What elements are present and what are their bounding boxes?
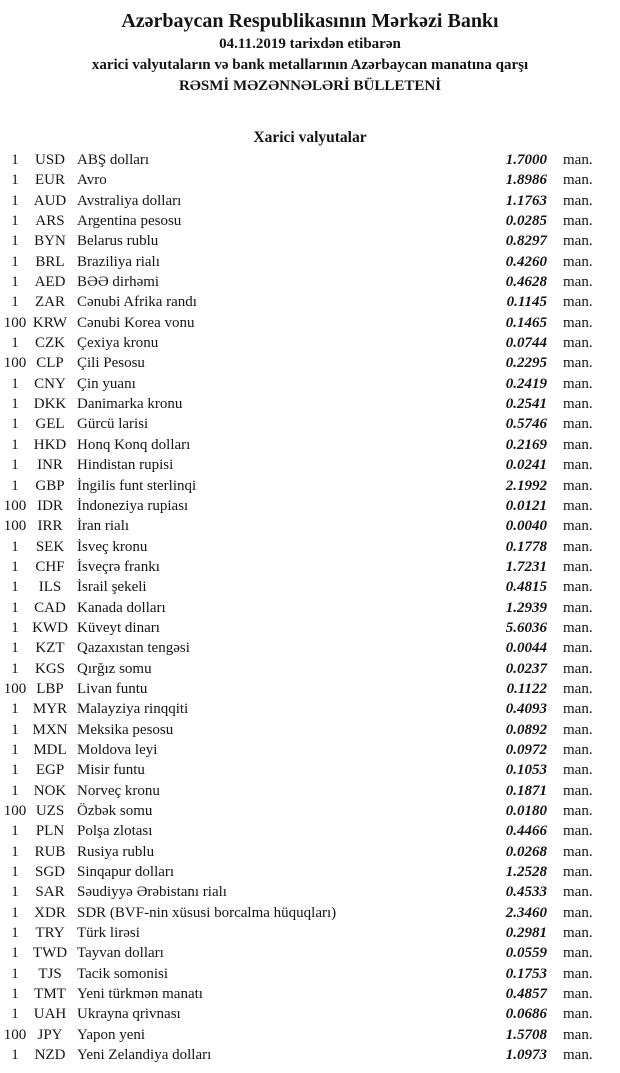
unit-cell: man. bbox=[563, 213, 593, 230]
currency-code-cell: EGP bbox=[35, 762, 65, 779]
unit-cell: man. bbox=[563, 803, 593, 819]
table-row bbox=[0, 943, 620, 963]
currency-code-cell: CNY bbox=[34, 375, 66, 392]
quantity-cell: 1 bbox=[11, 1047, 19, 1064]
rate-value-cell: 0.0285 bbox=[505, 213, 547, 230]
rate-value-cell: 0.8297 bbox=[505, 233, 547, 250]
rates-table bbox=[0, 150, 620, 1065]
currency-code-cell: NOK bbox=[33, 782, 67, 799]
currency-code-cell: IRR bbox=[37, 518, 63, 535]
table-row bbox=[0, 435, 620, 455]
table-row bbox=[0, 781, 620, 801]
currency-name-cell: Qırğız somu bbox=[77, 660, 152, 677]
table-row bbox=[0, 882, 620, 902]
rate-value-cell: 0.0241 bbox=[505, 457, 547, 474]
quantity-cell: 1 bbox=[11, 986, 19, 1003]
quantity-cell: 1 bbox=[11, 335, 19, 352]
currency-code-cell: TWD bbox=[32, 945, 68, 962]
table-row bbox=[0, 659, 620, 679]
table-row bbox=[0, 862, 620, 882]
currency-code-cell: KZT bbox=[35, 640, 65, 657]
currency-code-cell: CZK bbox=[35, 335, 65, 352]
quantity-cell: 100 bbox=[3, 518, 27, 535]
quantity-cell: 1 bbox=[11, 579, 19, 596]
currency-code-cell: TRY bbox=[35, 925, 65, 942]
rate-value-cell: 0.2541 bbox=[505, 396, 547, 413]
quantity-cell: 100 bbox=[3, 497, 27, 514]
table-row bbox=[0, 414, 620, 434]
currency-code-cell: JPY bbox=[37, 1026, 63, 1043]
currency-code-cell: SAR bbox=[35, 884, 65, 901]
quantity-cell: 100 bbox=[3, 355, 27, 372]
table-row bbox=[0, 577, 620, 597]
rate-value-cell: 2.3460 bbox=[505, 904, 547, 921]
table-row bbox=[0, 272, 620, 292]
unit-cell: man. bbox=[563, 518, 593, 535]
currency-name-cell: Malayziya rinqqiti bbox=[77, 701, 189, 718]
currency-name-cell: Türk lirəsi bbox=[77, 925, 140, 942]
currency-code-cell: PLN bbox=[35, 823, 65, 840]
table-row bbox=[0, 496, 620, 516]
currency-code-cell: CLP bbox=[36, 355, 64, 372]
unit-cell: man. bbox=[563, 375, 593, 392]
currency-code-cell: MDL bbox=[33, 741, 67, 758]
currency-code-cell: CHF bbox=[35, 558, 65, 575]
currency-code-cell: EUR bbox=[35, 172, 65, 189]
currency-code-cell: DKK bbox=[33, 396, 67, 413]
currency-name-cell: Yapon yeni bbox=[77, 1026, 146, 1043]
unit-cell: man. bbox=[563, 152, 593, 168]
currency-name-cell: Sinqapur dolları bbox=[77, 864, 175, 881]
quantity-cell: 1 bbox=[11, 843, 19, 860]
currency-code-cell: SGD bbox=[34, 864, 65, 881]
currency-code-cell: TJS bbox=[38, 965, 62, 982]
rate-value-cell: 0.0559 bbox=[505, 945, 547, 962]
table-row bbox=[0, 150, 620, 170]
quantity-cell: 1 bbox=[11, 457, 19, 474]
currency-name-cell: Danimarka kronu bbox=[77, 396, 183, 413]
unit-cell: man. bbox=[563, 904, 593, 921]
rate-value-cell: 0.1145 bbox=[506, 294, 547, 311]
quantity-cell: 1 bbox=[11, 1006, 19, 1023]
unit-cell: man. bbox=[563, 335, 593, 352]
rate-value-cell: 0.0972 bbox=[505, 741, 547, 758]
currency-code-cell: USD bbox=[34, 152, 65, 168]
unit-cell: man. bbox=[563, 599, 593, 616]
currency-name-cell: İsveçrə frankı bbox=[77, 558, 160, 575]
quantity-cell: 1 bbox=[11, 925, 19, 942]
currency-code-cell: KRW bbox=[32, 314, 68, 331]
table-row bbox=[0, 638, 620, 658]
unit-cell: man. bbox=[563, 457, 593, 474]
rate-value-cell: 1.7231 bbox=[505, 558, 547, 575]
currency-code-cell: MYR bbox=[32, 701, 68, 718]
bulletin-header bbox=[0, 0, 620, 97]
currency-name-cell: Tayvan dolları bbox=[77, 945, 164, 962]
currency-code-cell: GBP bbox=[35, 477, 65, 494]
table-row bbox=[0, 374, 620, 394]
rate-value-cell: 0.4260 bbox=[505, 253, 547, 270]
quantity-cell: 100 bbox=[3, 1026, 27, 1043]
currency-code-cell: UAH bbox=[33, 1006, 67, 1023]
quantity-cell: 1 bbox=[11, 538, 19, 555]
table-row bbox=[0, 984, 620, 1004]
rate-value-cell: 5.6036 bbox=[505, 619, 547, 636]
quantity-cell: 100 bbox=[3, 803, 27, 819]
unit-cell: man. bbox=[563, 965, 593, 982]
table-row bbox=[0, 821, 620, 841]
quantity-cell: 1 bbox=[11, 375, 19, 392]
currency-code-cell: ILS bbox=[38, 579, 62, 596]
rate-value-cell: 1.2939 bbox=[505, 599, 547, 616]
rate-value-cell: 0.0892 bbox=[505, 721, 547, 738]
rate-value-cell: 0.1122 bbox=[506, 680, 547, 697]
quantity-cell: 1 bbox=[11, 233, 19, 250]
rate-value-cell: 0.1465 bbox=[505, 314, 547, 331]
currency-name-cell: Küveyt dinarı bbox=[77, 619, 160, 636]
currency-code-cell: KGS bbox=[34, 660, 65, 677]
unit-cell: man. bbox=[563, 355, 593, 372]
quantity-cell: 1 bbox=[11, 294, 19, 311]
rate-value-cell: 0.4628 bbox=[505, 274, 547, 291]
table-row bbox=[0, 740, 620, 760]
currency-name-cell: Qazaxıstan tengəsi bbox=[77, 640, 190, 657]
currency-code-cell: IDR bbox=[37, 497, 63, 514]
quantity-cell: 1 bbox=[11, 660, 19, 677]
currency-name-cell: Çili Pesosu bbox=[77, 355, 145, 372]
currency-code-cell: CAD bbox=[34, 599, 66, 616]
currency-name-cell: Cənubi Korea vonu bbox=[77, 314, 195, 331]
table-row bbox=[0, 252, 620, 272]
currency-name-cell: Ukrayna qrivnası bbox=[77, 1006, 181, 1023]
unit-cell: man. bbox=[563, 619, 593, 636]
table-row bbox=[0, 455, 620, 475]
rate-value-cell: 2.1992 bbox=[505, 477, 547, 494]
unit-cell: man. bbox=[563, 436, 593, 453]
bulletin-title-line: RƏSMİ MƏZƏNNƏLƏRİ BÜLLETENİ bbox=[178, 78, 442, 94]
table-row bbox=[0, 679, 620, 699]
table-row bbox=[0, 211, 620, 231]
unit-cell: man. bbox=[563, 314, 593, 331]
currency-code-cell: AUD bbox=[33, 192, 67, 209]
page-title: Azərbaycan Respublikasının Mərkəzi Bankı bbox=[121, 10, 499, 32]
quantity-cell: 1 bbox=[11, 558, 19, 575]
table-row bbox=[0, 964, 620, 984]
currency-name-cell: Misir funtu bbox=[77, 762, 145, 779]
unit-cell: man. bbox=[563, 864, 593, 881]
table-row bbox=[0, 1025, 620, 1045]
quantity-cell: 1 bbox=[11, 152, 19, 168]
rate-value-cell: 0.2169 bbox=[505, 436, 547, 453]
rate-value-cell: 0.0268 bbox=[505, 843, 547, 860]
unit-cell: man. bbox=[563, 680, 593, 697]
currency-name-cell: İsveç kronu bbox=[77, 538, 148, 555]
table-row bbox=[0, 720, 620, 740]
rate-value-cell: 1.2528 bbox=[505, 864, 547, 881]
unit-cell: man. bbox=[563, 416, 593, 433]
quantity-cell: 1 bbox=[11, 416, 19, 433]
currency-code-cell: TMT bbox=[34, 986, 66, 1003]
unit-cell: man. bbox=[563, 823, 593, 840]
currency-name-cell: Polşa zlotası bbox=[77, 823, 153, 840]
currency-name-cell: İran rialı bbox=[77, 518, 130, 535]
quantity-cell: 1 bbox=[11, 436, 19, 453]
currency-name-cell: Norveç kronu bbox=[77, 782, 160, 799]
rate-value-cell: 0.0744 bbox=[505, 335, 547, 352]
currency-name-cell: İndoneziya rupiası bbox=[77, 497, 189, 514]
table-row bbox=[0, 801, 620, 821]
rate-value-cell: 0.0237 bbox=[505, 660, 547, 677]
rate-value-cell: 1.8986 bbox=[505, 172, 547, 189]
table-row bbox=[0, 333, 620, 353]
quantity-cell: 1 bbox=[11, 741, 19, 758]
table-row bbox=[0, 191, 620, 211]
unit-cell: man. bbox=[563, 721, 593, 738]
currency-code-cell: BRL bbox=[35, 253, 65, 270]
currency-name-cell: BƏƏ dirhəmi bbox=[77, 274, 160, 291]
table-row bbox=[0, 170, 620, 190]
quantity-cell: 1 bbox=[11, 864, 19, 881]
table-row bbox=[0, 1004, 620, 1024]
unit-cell: man. bbox=[563, 192, 593, 209]
quantity-cell: 1 bbox=[11, 782, 19, 799]
table-row bbox=[0, 598, 620, 618]
unit-cell: man. bbox=[563, 233, 593, 250]
quantity-cell: 1 bbox=[11, 640, 19, 657]
currency-code-cell: BYN bbox=[34, 233, 66, 250]
table-row bbox=[0, 903, 620, 923]
currency-code-cell: LBP bbox=[36, 680, 64, 697]
unit-cell: man. bbox=[563, 172, 593, 189]
unit-cell: man. bbox=[563, 538, 593, 555]
rate-value-cell: 1.7000 bbox=[505, 152, 547, 168]
unit-cell: man. bbox=[563, 843, 593, 860]
scope-line: xarici valyutaların və bank metallarının Azərbaycan manatına qarşı bbox=[91, 57, 529, 73]
table-row bbox=[0, 842, 620, 862]
rate-value-cell: 1.0973 bbox=[505, 1047, 547, 1064]
unit-cell: man. bbox=[563, 1026, 593, 1043]
quantity-cell: 1 bbox=[11, 619, 19, 636]
table-row bbox=[0, 760, 620, 780]
rate-value-cell: 0.1053 bbox=[505, 762, 547, 779]
currency-code-cell: ZAR bbox=[35, 294, 65, 311]
currency-code-cell: MXN bbox=[32, 721, 68, 738]
unit-cell: man. bbox=[563, 253, 593, 270]
quantity-cell: 1 bbox=[11, 965, 19, 982]
currency-name-cell: Argentina pesosu bbox=[77, 213, 182, 230]
currency-name-cell: Yeni Zelandiya dolları bbox=[77, 1047, 212, 1064]
unit-cell: man. bbox=[563, 782, 593, 799]
quantity-cell: 1 bbox=[11, 477, 19, 494]
unit-cell: man. bbox=[563, 558, 593, 575]
unit-cell: man. bbox=[563, 741, 593, 758]
currency-name-cell: Hindistan rupisi bbox=[77, 457, 174, 474]
quantity-cell: 1 bbox=[11, 721, 19, 738]
currency-name-cell: Cənubi Afrika randı bbox=[77, 294, 197, 311]
currency-name-cell: Çexiya kronu bbox=[77, 335, 159, 352]
quantity-cell: 1 bbox=[11, 762, 19, 779]
rate-value-cell: 0.5746 bbox=[505, 416, 547, 433]
quantity-cell: 1 bbox=[11, 599, 19, 616]
quantity-cell: 1 bbox=[11, 823, 19, 840]
currency-name-cell: Honq Konq dolları bbox=[77, 436, 191, 453]
currency-name-cell: Gürcü larisi bbox=[77, 416, 149, 433]
currency-code-cell: HKD bbox=[33, 436, 67, 453]
rate-value-cell: 0.1871 bbox=[505, 782, 547, 799]
currency-name-cell: İngilis funt sterlinqi bbox=[77, 477, 197, 494]
quantity-cell: 100 bbox=[3, 314, 27, 331]
rate-value-cell: 0.2419 bbox=[505, 375, 547, 392]
rate-value-cell: 0.2295 bbox=[505, 355, 547, 372]
quantity-cell: 1 bbox=[11, 274, 19, 291]
rate-value-cell: 0.4093 bbox=[505, 701, 547, 718]
table-row bbox=[0, 537, 620, 557]
rate-value-cell: 0.4466 bbox=[505, 823, 547, 840]
quantity-cell: 1 bbox=[11, 213, 19, 230]
effective-date-line: 04.11.2019 tarixdən etibarən bbox=[219, 36, 401, 52]
section-title-foreign-currencies: Xarici valyutalar bbox=[253, 129, 367, 146]
quantity-cell: 1 bbox=[11, 884, 19, 901]
table-row bbox=[0, 923, 620, 943]
unit-cell: man. bbox=[563, 274, 593, 291]
rate-value-cell: 0.1778 bbox=[505, 538, 547, 555]
rate-value-cell: 0.1753 bbox=[505, 965, 547, 982]
unit-cell: man. bbox=[563, 294, 593, 311]
currency-code-cell: SEK bbox=[35, 538, 65, 555]
quantity-cell: 1 bbox=[11, 701, 19, 718]
rate-value-cell: 1.1763 bbox=[505, 192, 547, 209]
currency-code-cell: XDR bbox=[34, 904, 66, 921]
currency-name-cell: Səudiyyə Ərəbistanı rialı bbox=[77, 884, 227, 901]
table-row bbox=[0, 292, 620, 312]
unit-cell: man. bbox=[563, 497, 593, 514]
currency-code-cell: AED bbox=[34, 274, 66, 291]
currency-name-cell: Özbək somu bbox=[77, 803, 153, 819]
currency-name-cell: SDR (BVF-nin xüsusi borcalma hüquqları) bbox=[77, 904, 337, 921]
unit-cell: man. bbox=[563, 762, 593, 779]
rate-value-cell: 0.0686 bbox=[505, 1006, 547, 1023]
currency-name-cell: Çin yuanı bbox=[77, 375, 136, 392]
table-row bbox=[0, 353, 620, 373]
rate-value-cell: 0.0040 bbox=[505, 518, 547, 535]
currency-name-cell: Tacik somonisi bbox=[77, 965, 169, 982]
currency-name-cell: ABŞ dolları bbox=[77, 152, 150, 168]
rate-value-cell: 0.4815 bbox=[505, 579, 547, 596]
currency-code-cell: UZS bbox=[35, 803, 65, 819]
currency-name-cell: Livan funtu bbox=[77, 680, 148, 697]
currency-code-cell: INR bbox=[37, 457, 63, 474]
currency-code-cell: GEL bbox=[35, 416, 65, 433]
table-row bbox=[0, 1045, 620, 1065]
currency-name-cell: Rusiya rublu bbox=[77, 843, 155, 860]
quantity-cell: 1 bbox=[11, 253, 19, 270]
currency-name-cell: Belarus rublu bbox=[77, 233, 159, 250]
table-row bbox=[0, 618, 620, 638]
quantity-cell: 1 bbox=[11, 172, 19, 189]
rate-value-cell: 0.0121 bbox=[505, 497, 547, 514]
table-row bbox=[0, 231, 620, 251]
rate-value-cell: 1.5708 bbox=[505, 1026, 547, 1043]
quantity-cell: 1 bbox=[11, 192, 19, 209]
unit-cell: man. bbox=[563, 925, 593, 942]
rate-value-cell: 0.4857 bbox=[505, 986, 547, 1003]
currency-name-cell: Avro bbox=[77, 172, 107, 189]
rate-value-cell: 0.2981 bbox=[505, 925, 547, 942]
unit-cell: man. bbox=[563, 1047, 593, 1064]
rate-value-cell: 0.0180 bbox=[505, 803, 547, 819]
currency-name-cell: Moldova leyi bbox=[77, 741, 158, 758]
unit-cell: man. bbox=[563, 396, 593, 413]
currency-name-cell: Yeni türkmən manatı bbox=[77, 986, 203, 1003]
unit-cell: man. bbox=[563, 640, 593, 657]
rate-value-cell: 0.4533 bbox=[505, 884, 547, 901]
table-row bbox=[0, 313, 620, 333]
unit-cell: man. bbox=[563, 477, 593, 494]
unit-cell: man. bbox=[563, 579, 593, 596]
currency-code-cell: ARS bbox=[35, 213, 65, 230]
unit-cell: man. bbox=[563, 660, 593, 677]
currency-name-cell: İsrail şekeli bbox=[77, 579, 147, 596]
quantity-cell: 1 bbox=[11, 945, 19, 962]
unit-cell: man. bbox=[563, 701, 593, 718]
currency-code-cell: KWD bbox=[32, 619, 68, 636]
currency-code-cell: RUB bbox=[34, 843, 66, 860]
table-row bbox=[0, 394, 620, 414]
unit-cell: man. bbox=[563, 1006, 593, 1023]
unit-cell: man. bbox=[563, 884, 593, 901]
table-row bbox=[0, 699, 620, 719]
currency-name-cell: Avstraliya dolları bbox=[77, 192, 182, 209]
unit-cell: man. bbox=[563, 945, 593, 962]
currency-name-cell: Meksika pesosu bbox=[77, 721, 174, 738]
unit-cell: man. bbox=[563, 986, 593, 1003]
table-row bbox=[0, 557, 620, 577]
quantity-cell: 1 bbox=[11, 396, 19, 413]
currency-name-cell: Braziliya rialı bbox=[77, 253, 160, 270]
quantity-cell: 100 bbox=[3, 680, 27, 697]
rate-value-cell: 0.0044 bbox=[505, 640, 547, 657]
table-row bbox=[0, 516, 620, 536]
table-row bbox=[0, 476, 620, 496]
currency-code-cell: NZD bbox=[34, 1047, 66, 1064]
currency-name-cell: Kanada dolları bbox=[77, 599, 166, 616]
quantity-cell: 1 bbox=[11, 904, 19, 921]
